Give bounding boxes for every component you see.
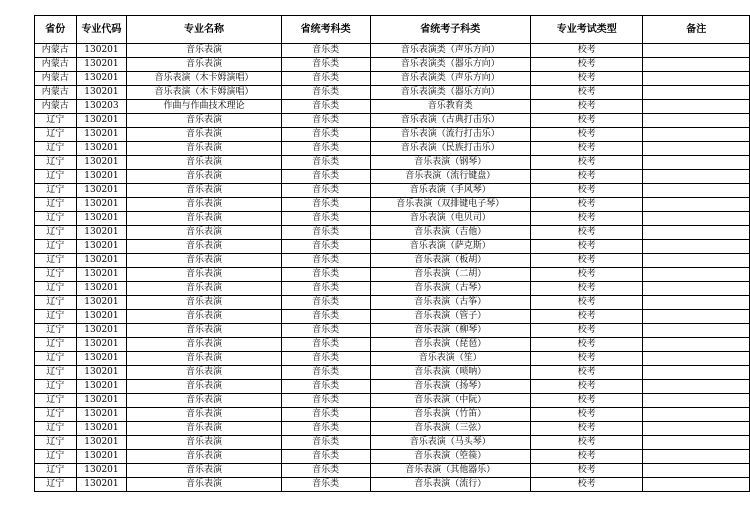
table-row <box>35 128 750 142</box>
province-cell: 辽宁 <box>35 114 77 128</box>
remarks-cell <box>643 198 750 212</box>
exam-category-cell: 音乐类 <box>281 170 370 184</box>
table-row <box>35 338 750 352</box>
exam-type-cell: 校考 <box>531 352 643 366</box>
major-name-cell: 音乐表演 <box>127 310 281 324</box>
province-cell: 辽宁 <box>35 450 77 464</box>
exam-category-cell: 音乐类 <box>281 156 370 170</box>
exam-subcategory-cell: 音乐表演（流行键盘） <box>370 170 530 184</box>
major-code-cell: 130201 <box>76 198 127 212</box>
exam-type-cell: 校考 <box>531 100 643 114</box>
remarks-cell <box>643 86 750 100</box>
exam-subcategory-cell: 音乐表演（二胡） <box>370 268 530 282</box>
major-name-cell: 音乐表演 <box>127 44 281 58</box>
exam-category-cell: 音乐类 <box>281 310 370 324</box>
major-code-cell: 130201 <box>76 464 127 478</box>
province-cell: 辽宁 <box>35 310 77 324</box>
exam-subcategory-cell: 音乐表演（马头琴） <box>370 436 530 450</box>
exam-subcategory-cell: 音乐表演（双排键电子琴） <box>370 198 530 212</box>
table-row <box>35 226 750 240</box>
exam-type-cell: 校考 <box>531 86 643 100</box>
exam-subcategory-cell: 音乐表演（萨克斯） <box>370 240 530 254</box>
exam-category-cell: 音乐类 <box>281 240 370 254</box>
major-name-cell: 音乐表演（木卡姆演唱） <box>127 86 281 100</box>
province-cell: 辽宁 <box>35 324 77 338</box>
exam-subcategory-cell: 音乐表演（钢琴） <box>370 156 530 170</box>
remarks-cell <box>643 366 750 380</box>
major-code-cell: 130201 <box>76 72 127 86</box>
major-code-cell: 130201 <box>76 240 127 254</box>
exam-type-cell: 校考 <box>531 422 643 436</box>
exam-table <box>34 15 750 492</box>
exam-type-cell: 校考 <box>531 44 643 58</box>
remarks-cell <box>643 422 750 436</box>
exam-subcategory-cell: 音乐表演（唢呐） <box>370 366 530 380</box>
major-code-cell: 130201 <box>76 366 127 380</box>
remarks-cell <box>643 212 750 226</box>
exam-type-cell: 校考 <box>531 380 643 394</box>
exam-subcategory-cell: 音乐表演（三弦） <box>370 422 530 436</box>
remarks-cell <box>643 44 750 58</box>
header-exam-category: 省统考科类 <box>281 16 370 44</box>
major-code-cell: 130201 <box>76 114 127 128</box>
remarks-cell <box>643 310 750 324</box>
major-code-cell: 130201 <box>76 268 127 282</box>
exam-type-cell: 校考 <box>531 240 643 254</box>
table-row <box>35 310 750 324</box>
exam-category-cell: 音乐类 <box>281 394 370 408</box>
table-header-row <box>35 16 750 44</box>
province-cell: 辽宁 <box>35 380 77 394</box>
major-code-cell: 130201 <box>76 156 127 170</box>
province-cell: 辽宁 <box>35 282 77 296</box>
exam-type-cell: 校考 <box>531 114 643 128</box>
header-remarks: 备注 <box>643 16 750 44</box>
major-name-cell: 音乐表演 <box>127 338 281 352</box>
remarks-cell <box>643 142 750 156</box>
major-code-cell: 130201 <box>76 324 127 338</box>
remarks-cell <box>643 100 750 114</box>
major-name-cell: 音乐表演 <box>127 296 281 310</box>
major-name-cell: 音乐表演 <box>127 324 281 338</box>
table-row <box>35 156 750 170</box>
major-code-cell: 130201 <box>76 436 127 450</box>
remarks-cell <box>643 394 750 408</box>
province-cell: 辽宁 <box>35 268 77 282</box>
header-major-name: 专业名称 <box>127 16 281 44</box>
exam-type-cell: 校考 <box>531 394 643 408</box>
table-row <box>35 422 750 436</box>
exam-category-cell: 音乐类 <box>281 198 370 212</box>
exam-type-cell: 校考 <box>531 436 643 450</box>
exam-category-cell: 音乐类 <box>281 478 370 492</box>
exam-category-cell: 音乐类 <box>281 324 370 338</box>
exam-subcategory-cell: 音乐表演（板胡） <box>370 254 530 268</box>
major-code-cell: 130201 <box>76 254 127 268</box>
province-cell: 辽宁 <box>35 478 77 492</box>
province-cell: 辽宁 <box>35 198 77 212</box>
major-name-cell: 音乐表演 <box>127 170 281 184</box>
exam-subcategory-cell: 音乐表演（古典打击乐） <box>370 114 530 128</box>
major-code-cell: 130201 <box>76 478 127 492</box>
major-name-cell: 音乐表演（木卡姆演唱） <box>127 72 281 86</box>
exam-type-cell: 校考 <box>531 142 643 156</box>
table-row <box>35 212 750 226</box>
exam-type-cell: 校考 <box>531 198 643 212</box>
exam-type-cell: 校考 <box>531 296 643 310</box>
exam-category-cell: 音乐类 <box>281 114 370 128</box>
major-name-cell: 音乐表演 <box>127 268 281 282</box>
table-row <box>35 408 750 422</box>
exam-subcategory-cell: 音乐表演（中阮） <box>370 394 530 408</box>
province-cell: 辽宁 <box>35 226 77 240</box>
major-name-cell: 音乐表演 <box>127 450 281 464</box>
remarks-cell <box>643 324 750 338</box>
exam-type-cell: 校考 <box>531 58 643 72</box>
exam-category-cell: 音乐类 <box>281 44 370 58</box>
header-exam-type: 专业考试类型 <box>531 16 643 44</box>
exam-subcategory-cell: 音乐表演类（声乐方向） <box>370 72 530 86</box>
table-row <box>35 394 750 408</box>
province-cell: 辽宁 <box>35 254 77 268</box>
exam-subcategory-cell: 音乐表演（箜篌） <box>370 450 530 464</box>
exam-type-cell: 校考 <box>531 72 643 86</box>
table-row <box>35 296 750 310</box>
major-name-cell: 音乐表演 <box>127 380 281 394</box>
major-code-cell: 130201 <box>76 184 127 198</box>
table-row <box>35 100 750 114</box>
remarks-cell <box>643 450 750 464</box>
table-row <box>35 478 750 492</box>
exam-category-cell: 音乐类 <box>281 380 370 394</box>
table-row <box>35 380 750 394</box>
exam-subcategory-cell: 音乐表演（竹笛） <box>370 408 530 422</box>
exam-subcategory-cell: 音乐表演（扬琴） <box>370 380 530 394</box>
province-cell: 内蒙古 <box>35 86 77 100</box>
exam-type-cell: 校考 <box>531 226 643 240</box>
exam-category-cell: 音乐类 <box>281 268 370 282</box>
table-row <box>35 72 750 86</box>
major-code-cell: 130201 <box>76 86 127 100</box>
table-row <box>35 282 750 296</box>
table-row <box>35 324 750 338</box>
table-row <box>35 436 750 450</box>
major-name-cell: 音乐表演 <box>127 436 281 450</box>
remarks-cell <box>643 296 750 310</box>
major-name-cell: 音乐表演 <box>127 240 281 254</box>
province-cell: 辽宁 <box>35 338 77 352</box>
province-cell: 内蒙古 <box>35 100 77 114</box>
major-name-cell: 音乐表演 <box>127 408 281 422</box>
major-name-cell: 音乐表演 <box>127 226 281 240</box>
province-cell: 内蒙古 <box>35 58 77 72</box>
province-cell: 内蒙古 <box>35 44 77 58</box>
table-row <box>35 366 750 380</box>
major-code-cell: 130201 <box>76 352 127 366</box>
table-row <box>35 58 750 72</box>
table-row <box>35 170 750 184</box>
remarks-cell <box>643 184 750 198</box>
remarks-cell <box>643 380 750 394</box>
exam-subcategory-cell: 音乐表演（流行） <box>370 478 530 492</box>
exam-type-cell: 校考 <box>531 128 643 142</box>
exam-subcategory-cell: 音乐表演类（器乐方向） <box>370 86 530 100</box>
remarks-cell <box>643 436 750 450</box>
exam-category-cell: 音乐类 <box>281 72 370 86</box>
major-name-cell: 音乐表演 <box>127 352 281 366</box>
exam-subcategory-cell: 音乐表演类（声乐方向） <box>370 44 530 58</box>
remarks-cell <box>643 58 750 72</box>
remarks-cell <box>643 170 750 184</box>
province-cell: 辽宁 <box>35 142 77 156</box>
major-code-cell: 130201 <box>76 58 127 72</box>
exam-type-cell: 校考 <box>531 338 643 352</box>
exam-category-cell: 音乐类 <box>281 450 370 464</box>
remarks-cell <box>643 268 750 282</box>
table-row <box>35 268 750 282</box>
remarks-cell <box>643 128 750 142</box>
province-cell: 辽宁 <box>35 170 77 184</box>
exam-subcategory-cell: 音乐表演（古琴） <box>370 282 530 296</box>
table-row <box>35 142 750 156</box>
major-code-cell: 130201 <box>76 422 127 436</box>
major-code-cell: 130201 <box>76 450 127 464</box>
major-code-cell: 130201 <box>76 394 127 408</box>
province-cell: 辽宁 <box>35 212 77 226</box>
header-major-code: 专业代码 <box>76 16 127 44</box>
major-name-cell: 音乐表演 <box>127 198 281 212</box>
province-cell: 辽宁 <box>35 366 77 380</box>
province-cell: 辽宁 <box>35 240 77 254</box>
exam-category-cell: 音乐类 <box>281 100 370 114</box>
table-row <box>35 114 750 128</box>
exam-type-cell: 校考 <box>531 268 643 282</box>
exam-table-sheet <box>34 15 750 492</box>
major-code-cell: 130201 <box>76 282 127 296</box>
exam-subcategory-cell: 音乐表演（柳琴） <box>370 324 530 338</box>
exam-type-cell: 校考 <box>531 212 643 226</box>
province-cell: 辽宁 <box>35 436 77 450</box>
exam-subcategory-cell: 音乐表演（吉他） <box>370 226 530 240</box>
major-name-cell: 音乐表演 <box>127 156 281 170</box>
remarks-cell <box>643 254 750 268</box>
major-code-cell: 130201 <box>76 408 127 422</box>
exam-category-cell: 音乐类 <box>281 212 370 226</box>
major-name-cell: 音乐表演 <box>127 114 281 128</box>
exam-type-cell: 校考 <box>531 282 643 296</box>
major-name-cell: 音乐表演 <box>127 464 281 478</box>
table-row <box>35 352 750 366</box>
province-cell: 辽宁 <box>35 394 77 408</box>
exam-category-cell: 音乐类 <box>281 282 370 296</box>
major-code-cell: 130201 <box>76 338 127 352</box>
exam-subcategory-cell: 音乐表演（民族打击乐） <box>370 142 530 156</box>
table-row <box>35 184 750 198</box>
major-code-cell: 130201 <box>76 310 127 324</box>
exam-type-cell: 校考 <box>531 366 643 380</box>
table-row <box>35 86 750 100</box>
exam-category-cell: 音乐类 <box>281 422 370 436</box>
exam-type-cell: 校考 <box>531 156 643 170</box>
exam-type-cell: 校考 <box>531 184 643 198</box>
remarks-cell <box>643 156 750 170</box>
major-name-cell: 音乐表演 <box>127 184 281 198</box>
exam-category-cell: 音乐类 <box>281 338 370 352</box>
exam-category-cell: 音乐类 <box>281 408 370 422</box>
major-name-cell: 音乐表演 <box>127 478 281 492</box>
table-row <box>35 44 750 58</box>
province-cell: 内蒙古 <box>35 72 77 86</box>
major-code-cell: 130201 <box>76 226 127 240</box>
major-code-cell: 130201 <box>76 44 127 58</box>
remarks-cell <box>643 408 750 422</box>
remarks-cell <box>643 72 750 86</box>
major-name-cell: 作曲与作曲技术理论 <box>127 100 281 114</box>
header-exam-subcategory: 省统考子科类 <box>370 16 530 44</box>
exam-subcategory-cell: 音乐表演（电贝司） <box>370 212 530 226</box>
province-cell: 辽宁 <box>35 352 77 366</box>
exam-category-cell: 音乐类 <box>281 352 370 366</box>
remarks-cell <box>643 338 750 352</box>
table-body <box>35 44 750 492</box>
exam-category-cell: 音乐类 <box>281 128 370 142</box>
exam-category-cell: 音乐类 <box>281 58 370 72</box>
province-cell: 辽宁 <box>35 464 77 478</box>
major-name-cell: 音乐表演 <box>127 254 281 268</box>
major-name-cell: 音乐表演 <box>127 128 281 142</box>
major-code-cell: 130201 <box>76 170 127 184</box>
exam-subcategory-cell: 音乐表演（琵琶） <box>370 338 530 352</box>
exam-subcategory-cell: 音乐表演（管子） <box>370 310 530 324</box>
exam-type-cell: 校考 <box>531 408 643 422</box>
exam-category-cell: 音乐类 <box>281 436 370 450</box>
table-row <box>35 254 750 268</box>
province-cell: 辽宁 <box>35 184 77 198</box>
exam-category-cell: 音乐类 <box>281 464 370 478</box>
major-code-cell: 130201 <box>76 380 127 394</box>
exam-category-cell: 音乐类 <box>281 296 370 310</box>
table-row <box>35 464 750 478</box>
major-code-cell: 130201 <box>76 212 127 226</box>
exam-type-cell: 校考 <box>531 450 643 464</box>
major-name-cell: 音乐表演 <box>127 58 281 72</box>
province-cell: 辽宁 <box>35 408 77 422</box>
exam-type-cell: 校考 <box>531 310 643 324</box>
exam-subcategory-cell: 音乐表演（笙） <box>370 352 530 366</box>
major-code-cell: 130201 <box>76 142 127 156</box>
remarks-cell <box>643 464 750 478</box>
major-code-cell: 130201 <box>76 128 127 142</box>
exam-type-cell: 校考 <box>531 170 643 184</box>
exam-category-cell: 音乐类 <box>281 366 370 380</box>
remarks-cell <box>643 282 750 296</box>
province-cell: 辽宁 <box>35 156 77 170</box>
major-name-cell: 音乐表演 <box>127 212 281 226</box>
major-name-cell: 音乐表演 <box>127 394 281 408</box>
province-cell: 辽宁 <box>35 128 77 142</box>
major-name-cell: 音乐表演 <box>127 282 281 296</box>
exam-subcategory-cell: 音乐表演类（器乐方向） <box>370 58 530 72</box>
exam-subcategory-cell: 音乐表演（其他器乐） <box>370 464 530 478</box>
major-code-cell: 130201 <box>76 296 127 310</box>
exam-type-cell: 校考 <box>531 324 643 338</box>
exam-category-cell: 音乐类 <box>281 254 370 268</box>
remarks-cell <box>643 352 750 366</box>
major-name-cell: 音乐表演 <box>127 366 281 380</box>
exam-category-cell: 音乐类 <box>281 142 370 156</box>
exam-subcategory-cell: 音乐表演（流行打击乐） <box>370 128 530 142</box>
province-cell: 辽宁 <box>35 422 77 436</box>
table-row <box>35 450 750 464</box>
province-cell: 辽宁 <box>35 296 77 310</box>
exam-subcategory-cell: 音乐表演（古筝） <box>370 296 530 310</box>
exam-type-cell: 校考 <box>531 478 643 492</box>
major-name-cell: 音乐表演 <box>127 422 281 436</box>
exam-category-cell: 音乐类 <box>281 86 370 100</box>
exam-subcategory-cell: 音乐表演（手风琴） <box>370 184 530 198</box>
exam-type-cell: 校考 <box>531 464 643 478</box>
major-name-cell: 音乐表演 <box>127 142 281 156</box>
remarks-cell <box>643 478 750 492</box>
exam-category-cell: 音乐类 <box>281 226 370 240</box>
exam-category-cell: 音乐类 <box>281 184 370 198</box>
exam-subcategory-cell: 音乐教育类 <box>370 100 530 114</box>
table-row <box>35 198 750 212</box>
remarks-cell <box>643 240 750 254</box>
exam-type-cell: 校考 <box>531 254 643 268</box>
remarks-cell <box>643 226 750 240</box>
major-code-cell: 130203 <box>76 100 127 114</box>
header-province: 省份 <box>35 16 77 44</box>
remarks-cell <box>643 114 750 128</box>
table-row <box>35 240 750 254</box>
